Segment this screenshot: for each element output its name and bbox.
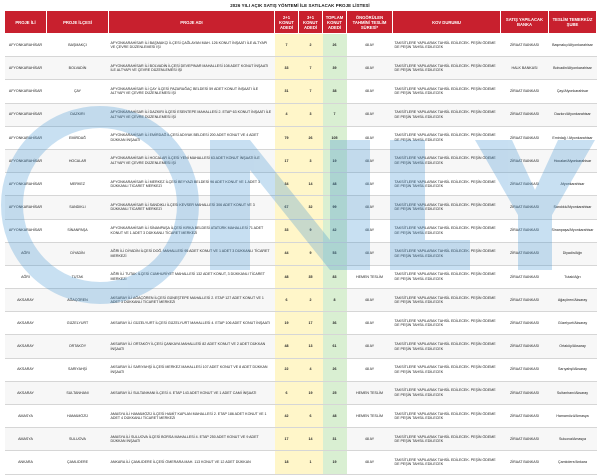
cell-sube: Başmakçı/Afyonkarahisar: [549, 34, 597, 57]
cell-kov-durumu: TAKSİTLERE YAPILARAK TAHSİL EDİLECEK. PEŞİN ÖDEME DE PEŞİN TAHSİL EDİLECEK: [393, 242, 501, 265]
cell-teslim-suresi: 48 AY: [347, 80, 393, 103]
cell-banka: ZİRAAT BANKASI: [501, 335, 549, 358]
cell-3plus1: 26: [299, 126, 323, 149]
cell-toplam: 48: [323, 173, 347, 196]
table-row: [5, 451, 597, 474]
cell-kov-durumu: TAKSİTLERE YAPILARAK TAHSİL EDİLECEK. PEŞİN ÖDEME DE PEŞİN TAHSİL EDİLECEK: [393, 149, 501, 172]
cell-kov-durumu: TAKSİTLERE YAPILARAK TAHSİL EDİLECEK. PEŞİN ÖDEME DE PEŞİN TAHSİL EDİLECEK: [393, 289, 501, 312]
column-header-teslim-suresi: ÖNGÖRÜLEN TAHMİNİ TESLİM SÜRESİ*: [347, 11, 393, 34]
cell-il: AFYONKARAHİSAR: [5, 219, 47, 242]
cell-3plus1: 7: [299, 80, 323, 103]
cell-teslim-suresi: 48 AY: [347, 312, 393, 335]
cell-teslim-suresi: 48 AY: [347, 289, 393, 312]
cell-kov-durumu: TAKSİTLERE YAPILARAK TAHSİL EDİLECEK. PEŞİN ÖDEME DE PEŞİN TAHSİL EDİLECEK: [393, 196, 501, 219]
table-body: [5, 34, 597, 475]
column-header-kov-durumu: KOV DURUMU: [393, 11, 501, 34]
cell-kov-durumu: TAKSİTLERE YAPILARAK TAHSİL EDİLECEK. PEŞİN ÖDEME DE PEŞİN TAHSİL EDİLECEK: [393, 381, 501, 404]
cell-proje-adi: AFYONKARAHİSAR İLİ ÇAY İLÇESİ PAZARAĞAÇ BELDESİ 59 ADET KONUT İNŞAATI İLE ALTYAPI VE ÇEVRE DÜZENLEMESİ İŞİ: [109, 80, 275, 103]
cell-2plus1: 19: [275, 312, 299, 335]
cell-sube: Sandıklı/Afyonkarahisar: [549, 196, 597, 219]
cell-kov-durumu: TAKSİTLERE YAPILARAK TAHSİL EDİLECEK. PEŞİN ÖDEME DE PEŞİN TAHSİL EDİLECEK: [393, 358, 501, 381]
cell-il: AĞRI: [5, 242, 47, 265]
cell-3plus1: 2: [299, 34, 323, 57]
cell-il: AKSARAY: [5, 289, 47, 312]
column-header-toplam: TOPLAM KONUT ADEDİ: [323, 11, 347, 34]
cell-proje-adi: AKSARAY İLİ AĞAÇÖREN İLÇESİ GÜNEŞTEPE MAHALLESİ 2. ETAP 127 ADET KONUT VE 1 ADET 3 DÜKKANLI TİCARET MERKEZİ: [109, 289, 275, 312]
cell-kov-durumu: TAKSİTLERE YAPILARAK TAHSİL EDİLECEK. PEŞİN ÖDEME DE PEŞİN TAHSİL EDİLECEK: [393, 80, 501, 103]
cell-teslim-suresi: 48 AY: [347, 126, 393, 149]
cell-il: AKSARAY: [5, 312, 47, 335]
cell-3plus1: 35: [299, 265, 323, 288]
cell-toplam: 105: [323, 126, 347, 149]
cell-teslim-suresi: HEMEN TESLİM: [347, 405, 393, 428]
cell-toplam: 31: [323, 428, 347, 451]
cell-toplam: 26: [323, 358, 347, 381]
cell-ilce: GÜZELYURT: [47, 312, 109, 335]
cell-ilce: BAŞMAKÇI: [47, 34, 109, 57]
cell-proje-adi: AFYONKARAHİSAR İLİ HOCALAR İLÇESİ YENİ MAHALLESİ 63 ADET KONUT İNŞAATI İLE ALTYAPI VE ÇEVRE DÜZENLEMESİ İŞİ: [109, 149, 275, 172]
cell-il: AKSARAY: [5, 381, 47, 404]
cell-toplam: 38: [323, 80, 347, 103]
cell-ilce: HOCALAR: [47, 149, 109, 172]
cell-toplam: 25: [323, 381, 347, 404]
table-row: [5, 242, 597, 265]
column-header-proje-adi: PROJE ADI: [109, 11, 275, 34]
cell-3plus1: 14: [299, 428, 323, 451]
cell-banka: ZİRAAT BANKASI: [501, 242, 549, 265]
cell-banka: HALK BANKASI: [501, 57, 549, 80]
cell-proje-adi: AFYONKARAHİSAR İLİ DAZKIRI İLÇESİ ESENTEPE MAHALLESİ 2. ETAP 63 KONUT İNŞAATI İLE ALTYAPI VE ÇEVRE DÜZENLEMESİ İŞİ: [109, 103, 275, 126]
table-row: [5, 196, 597, 219]
cell-toplam: 99: [323, 196, 347, 219]
table-row: [5, 405, 597, 428]
cell-2plus1: 34: [275, 173, 299, 196]
cell-2plus1: 33: [275, 219, 299, 242]
table-row: [5, 126, 597, 149]
cell-2plus1: 33: [275, 57, 299, 80]
cell-2plus1: 17: [275, 428, 299, 451]
cell-3plus1: 2: [299, 289, 323, 312]
cell-kov-durumu: TAKSİTLERE YAPILARAK TAHSİL EDİLECEK. PEŞİN ÖDEME DE PEŞİN TAHSİL EDİLECEK: [393, 173, 501, 196]
table-row: [5, 173, 597, 196]
cell-banka: ZİRAAT BANKASI: [501, 428, 549, 451]
cell-il: AFYONKARAHİSAR: [5, 34, 47, 57]
cell-proje-adi: ANKARA İLİ ÇAMLIDERE İLÇESİ ÖMERARA MAH. 113 KONUT VE 12 ADET DÜKKAN: [109, 451, 275, 474]
cell-banka: ZİRAAT BANKASI: [501, 265, 549, 288]
cell-2plus1: 6: [275, 381, 299, 404]
cell-proje-adi: AFYONKARAHİSAR İLİ SİNANPAŞA İLÇESİ KIRKA BELDESİ ATATÜRK MAHALLESİ 71 ADET KONUT VE 1 ADET 3 DÜKKANLI TİCARET MERKEZİ: [109, 219, 275, 242]
cell-banka: ZİRAAT BANKASI: [501, 405, 549, 428]
cell-il: AFYONKARAHİSAR: [5, 80, 47, 103]
cell-3plus1: 4: [299, 358, 323, 381]
cell-toplam: 19: [323, 149, 347, 172]
cell-3plus1: 14: [299, 173, 323, 196]
table-row: [5, 219, 597, 242]
cell-teslim-suresi: 48 AY: [347, 196, 393, 219]
cell-2plus1: 6: [275, 289, 299, 312]
cell-ilce: ÇAY: [47, 80, 109, 103]
cell-3plus1: 7: [299, 57, 323, 80]
cell-sube: Sultanhanı/Aksaray: [549, 381, 597, 404]
cell-teslim-suresi: 48 AY: [347, 57, 393, 80]
cell-2plus1: 22: [275, 358, 299, 381]
cell-il: AFYONKARAHİSAR: [5, 126, 47, 149]
table-row: [5, 80, 597, 103]
cell-ilce: SULTANHANI: [47, 381, 109, 404]
cell-toplam: 61: [323, 335, 347, 358]
cell-il: AKSARAY: [5, 335, 47, 358]
table-row: [5, 34, 597, 57]
cell-banka: ZİRAAT BANKASI: [501, 103, 549, 126]
cell-teslim-suresi: HEMEN TESLİM: [347, 381, 393, 404]
cell-il: ANKARA: [5, 451, 47, 474]
column-header-il: PROJE İLİ: [5, 11, 47, 34]
cell-2plus1: 17: [275, 149, 299, 172]
table-header-row: [5, 11, 597, 34]
cell-sube: Emirdağ / Afyonkarahisar: [549, 126, 597, 149]
cell-banka: ZİRAAT BANKASI: [501, 358, 549, 381]
cell-ilce: BOLVADİN: [47, 57, 109, 80]
cell-banka: ZİRAAT BANKASI: [501, 219, 549, 242]
cell-2plus1: 31: [275, 80, 299, 103]
cell-proje-adi: AKSARAY İLİ SULTANHANI İLÇESİ 4. ETAP 143 ADET KONUT VE 1 ADET CAMİ İNŞAATI: [109, 381, 275, 404]
cell-teslim-suresi: 48 AY: [347, 358, 393, 381]
cell-3plus1: 13: [299, 335, 323, 358]
cell-kov-durumu: TAKSİTLERE YAPILARAK TAHSİL EDİLECEK. PEŞİN ÖDEME DE PEŞİN TAHSİL EDİLECEK: [393, 57, 501, 80]
cell-toplam: 83: [323, 265, 347, 288]
cell-3plus1: 9: [299, 242, 323, 265]
cell-toplam: 26: [323, 34, 347, 57]
cell-2plus1: 79: [275, 126, 299, 149]
cell-sube: Güzelyurt/Aksaray: [549, 312, 597, 335]
cell-3plus1: 17: [299, 312, 323, 335]
table-row: [5, 381, 597, 404]
cell-kov-durumu: TAKSİTLERE YAPILARAK TAHSİL EDİLECEK. PEŞİN ÖDEME DE PEŞİN TAHSİL EDİLECEK: [393, 451, 501, 474]
cell-banka: ZİRAAT BANKASI: [501, 196, 549, 219]
cell-sube: Hamamözü/Amasya: [549, 405, 597, 428]
cell-sube: Afyonkarahisar: [549, 173, 597, 196]
cell-il: AKSARAY: [5, 358, 47, 381]
cell-ilce: TUTAK: [47, 265, 109, 288]
cell-ilce: DAZKIRI: [47, 103, 109, 126]
cell-kov-durumu: TAKSİTLERE YAPILARAK TAHSİL EDİLECEK. PEŞİN ÖDEME DE PEŞİN TAHSİL EDİLECEK: [393, 34, 501, 57]
cell-proje-adi: AKSARAY İLİ GÜZELYURT İLÇESİ GÜZELYURT MAHALLESİ 4. ETAP 106 ADET KONUT İNŞAATI: [109, 312, 275, 335]
cell-teslim-suresi: 48 AY: [347, 428, 393, 451]
cell-2plus1: 4: [275, 103, 299, 126]
cell-kov-durumu: TAKSİTLERE YAPILARAK TAHSİL EDİLECEK. PEŞİN ÖDEME DE PEŞİN TAHSİL EDİLECEK: [393, 335, 501, 358]
cell-toplam: 42: [323, 219, 347, 242]
cell-kov-durumu: TAKSİTLERE YAPILARAK TAHSİL EDİLECEK. PEŞİN ÖDEME DE PEŞİN TAHSİL EDİLECEK: [393, 312, 501, 335]
cell-3plus1: 6: [299, 405, 323, 428]
cell-ilce: EMİRDAĞ: [47, 126, 109, 149]
cell-proje-adi: AĞRI İLİ TUTAK İLÇESİ CUMHURİYET MAHALLESİ 132 ADET KONUT, 3 DÜKKANLI TİCARET MERKEZİ: [109, 265, 275, 288]
cell-kov-durumu: TAKSİTLERE YAPILARAK TAHSİL EDİLECEK. PEŞİN ÖDEME DE PEŞİN TAHSİL EDİLECEK: [393, 219, 501, 242]
cell-teslim-suresi: 48 AY: [347, 451, 393, 474]
cell-proje-adi: AFYONKARAHİSAR İLİ SANDIKLI İLÇESİ KEVSER MAHALLESİ 306 ADET KONUT VE 3 DÜKKANLI TİCARET MERKEZİ: [109, 196, 275, 219]
cell-teslim-suresi: 48 AY: [347, 149, 393, 172]
cell-il: AMASYA: [5, 405, 47, 428]
cell-banka: ZİRAAT BANKASI: [501, 149, 549, 172]
cell-toplam: 8: [323, 289, 347, 312]
cell-toplam: 7: [323, 103, 347, 126]
cell-proje-adi: AMASYA İLİ SULUOVA İLÇESİ BORSA MAHALLESİ 4. ETAP 250 ADET KONUT VE 9 ADET DÜKKAN İNŞAATI: [109, 428, 275, 451]
cell-3plus1: 19: [299, 381, 323, 404]
cell-sube: Hocalar/Afyonkarahisar: [549, 149, 597, 172]
column-header-3plus1: 3+1 KONUT ADEDİ: [299, 11, 323, 34]
cell-sube: Ortaköy/Aksaray: [549, 335, 597, 358]
cell-toplam: 48: [323, 405, 347, 428]
table-row: [5, 103, 597, 126]
cell-proje-adi: AMASYA İLİ HAMAMÖZÜ İLÇESİ HAMİT KAPLAN MAHALLESİ 2. ETAP 186 ADET KONUT VE 1 ADET 4 DÜKKANLI TİCARET MERKEZİ: [109, 405, 275, 428]
table-row: [5, 312, 597, 335]
cell-kov-durumu: TAKSİTLERE YAPILARAK TAHSİL EDİLECEK. PEŞİN ÖDEME DE PEŞİN TAHSİL EDİLECEK: [393, 428, 501, 451]
cell-il: AFYONKARAHİSAR: [5, 103, 47, 126]
cell-il: AFYONKARAHİSAR: [5, 196, 47, 219]
cell-2plus1: 7: [275, 34, 299, 57]
column-header-banka: SATIŞ YAPILACAK BANKA: [501, 11, 549, 34]
cell-ilce: ÇAMLIDERE: [47, 451, 109, 474]
cell-ilce: SARIYAHŞİ: [47, 358, 109, 381]
cell-toplam: 53: [323, 242, 347, 265]
cell-toplam: 39: [323, 57, 347, 80]
cell-toplam: 19: [323, 451, 347, 474]
column-header-2plus1: 2+1 KONUT ADEDİ: [275, 11, 299, 34]
cell-kov-durumu: TAKSİTLERE YAPILARAK TAHSİL EDİLECEK. PEŞİN ÖDEME DE PEŞİN TAHSİL EDİLECEK: [393, 405, 501, 428]
cell-teslim-suresi: 48 AY: [347, 219, 393, 242]
cell-ilce: DİYADİN: [47, 242, 109, 265]
cell-2plus1: 42: [275, 405, 299, 428]
table-row: [5, 149, 597, 172]
cell-kov-durumu: TAKSİTLERE YAPILARAK TAHSİL EDİLECEK. PEŞİN ÖDEME DE PEŞİN TAHSİL EDİLECEK: [393, 103, 501, 126]
cell-teslim-suresi: 48 AY: [347, 335, 393, 358]
cell-teslim-suresi: 48 AY: [347, 103, 393, 126]
cell-3plus1: 1: [299, 451, 323, 474]
cell-kov-durumu: TAKSİTLERE YAPILARAK TAHSİL EDİLECEK. PEŞİN ÖDEME DE PEŞİN TAHSİL EDİLECEK: [393, 126, 501, 149]
cell-ilce: SİNANPAŞA: [47, 219, 109, 242]
cell-3plus1: 3: [299, 103, 323, 126]
cell-il: AMASYA: [5, 428, 47, 451]
cell-banka: ZİRAAT BANKASI: [501, 80, 549, 103]
cell-toplam: 36: [323, 312, 347, 335]
cell-sube: Diyadin/Ağrı: [549, 242, 597, 265]
cell-kov-durumu: TAKSİTLERE YAPILARAK TAHSİL EDİLECEK. PEŞİN ÖDEME DE PEŞİN TAHSİL EDİLECEK: [393, 265, 501, 288]
cell-3plus1: 3: [299, 149, 323, 172]
cell-sube: Ağaçören/Aksaray: [549, 289, 597, 312]
cell-2plus1: 18: [275, 451, 299, 474]
cell-3plus1: 9: [299, 219, 323, 242]
document-title: 2026 YILI AÇIK SATIŞ YÖNTEMİ İLE SATILACAK PROJE LİSTESİ: [230, 3, 370, 8]
cell-sube: Sarıyahşi/Aksaray: [549, 358, 597, 381]
cell-banka: ZİRAAT BANKASI: [501, 34, 549, 57]
cell-2plus1: 44: [275, 242, 299, 265]
column-header-sube: TESLİM TEMERKÜZ ŞUBE: [549, 11, 597, 34]
table-row: [5, 265, 597, 288]
cell-proje-adi: AKSARAY İLİ SARIYAHŞİ İLÇESİ MERKEZ MAHALLESİ 107 ADET KONUT VE 8 ADET DÜKKAN İNŞAATI: [109, 358, 275, 381]
cell-ilce: AĞAÇÖREN: [47, 289, 109, 312]
column-header-ilce: PROJE İLÇESİ: [47, 11, 109, 34]
table-row: [5, 289, 597, 312]
cell-ilce: ORTAKÖY: [47, 335, 109, 358]
cell-2plus1: 48: [275, 335, 299, 358]
cell-teslim-suresi: 48 AY: [347, 242, 393, 265]
cell-ilce: HAMAMÖZÜ: [47, 405, 109, 428]
cell-ilce: SANDIKLI: [47, 196, 109, 219]
cell-sube: Dazkırı/Afyonkarahisar: [549, 103, 597, 126]
cell-proje-adi: AFYONKARAHİSAR İLİ BAŞMAKÇI İLÇESİ ÇAĞLAYAN MAH. 126 KONUT İNŞAATI İLE ALTYAPI VE ÇEVRE DÜZENLEMESİ İŞİ: [109, 34, 275, 57]
cell-il: AFYONKARAHİSAR: [5, 57, 47, 80]
cell-banka: ZİRAAT BANKASI: [501, 312, 549, 335]
table-row: [5, 358, 597, 381]
cell-proje-adi: AFYONKARAHİSAR İLİ EMİRDAĞ İLÇESİ ADIYAK BELDESİ 200 ADET KONUT VE 4 ADET DÜKKAN İNŞAATI: [109, 126, 275, 149]
table-row: [5, 335, 597, 358]
project-table: [4, 10, 597, 475]
table-row: [5, 428, 597, 451]
cell-sube: Bolvadin/Afyonkarahisar: [549, 57, 597, 80]
cell-teslim-suresi: HEMEN TESLİM: [347, 265, 393, 288]
cell-teslim-suresi: 48 AY: [347, 173, 393, 196]
cell-2plus1: 48: [275, 265, 299, 288]
cell-sube: Tutak/Ağrı: [549, 265, 597, 288]
cell-il: AFYONKARAHİSAR: [5, 149, 47, 172]
table-row: [5, 57, 597, 80]
cell-sube: Çay/Afyonkarahisar: [549, 80, 597, 103]
cell-banka: ZİRAAT BANKASI: [501, 451, 549, 474]
cell-banka: ZİRAAT BANKASI: [501, 173, 549, 196]
cell-2plus1: 67: [275, 196, 299, 219]
cell-proje-adi: AFYONKARAHİSAR İLİ BOLVADİN İLÇESİ DEVEPINAR MAHALLESİ 108 ADET KONUT İNŞAATI İLE ALTYAPI VE ÇEVRE DÜZENLEMESİ İŞİ: [109, 57, 275, 80]
cell-sube: Sinanpaşa/Afyonkarahisar: [549, 219, 597, 242]
cell-il: AĞRI: [5, 265, 47, 288]
cell-ilce: SULUOVA: [47, 428, 109, 451]
cell-banka: ZİRAAT BANKASI: [501, 381, 549, 404]
cell-banka: ZİRAAT BANKASI: [501, 289, 549, 312]
cell-3plus1: 32: [299, 196, 323, 219]
cell-proje-adi: AĞRI İLİ DİYADİN İLÇESİ DOĞ. MAHALLESİ 95 ADET KONUT VE 1 ADET 3 DÜKKANLI TİCARET MERKEZİ: [109, 242, 275, 265]
cell-teslim-suresi: 48 AY: [347, 34, 393, 57]
cell-il: AFYONKARAHİSAR: [5, 173, 47, 196]
cell-ilce: MERKEZ: [47, 173, 109, 196]
cell-sube: Çamlıdere/Ankara: [549, 451, 597, 474]
cell-banka: ZİRAAT BANKASI: [501, 126, 549, 149]
cell-proje-adi: AFYONKARAHİSAR İLİ MERKEZ İLÇESİ BEYYAZI BELDESİ 96 ADET KONUT VE 1 ADET 3 DÜKKANLI TİCARET MERKEZİ: [109, 173, 275, 196]
cell-proje-adi: AKSARAY İLİ ORTAKÖY İLÇESİ ÇANKAYA MAHALLESİ 82 ADET KONUT VE 2 ADET DÜKKAN İNŞAATI: [109, 335, 275, 358]
cell-sube: Suluova/Amasya: [549, 428, 597, 451]
